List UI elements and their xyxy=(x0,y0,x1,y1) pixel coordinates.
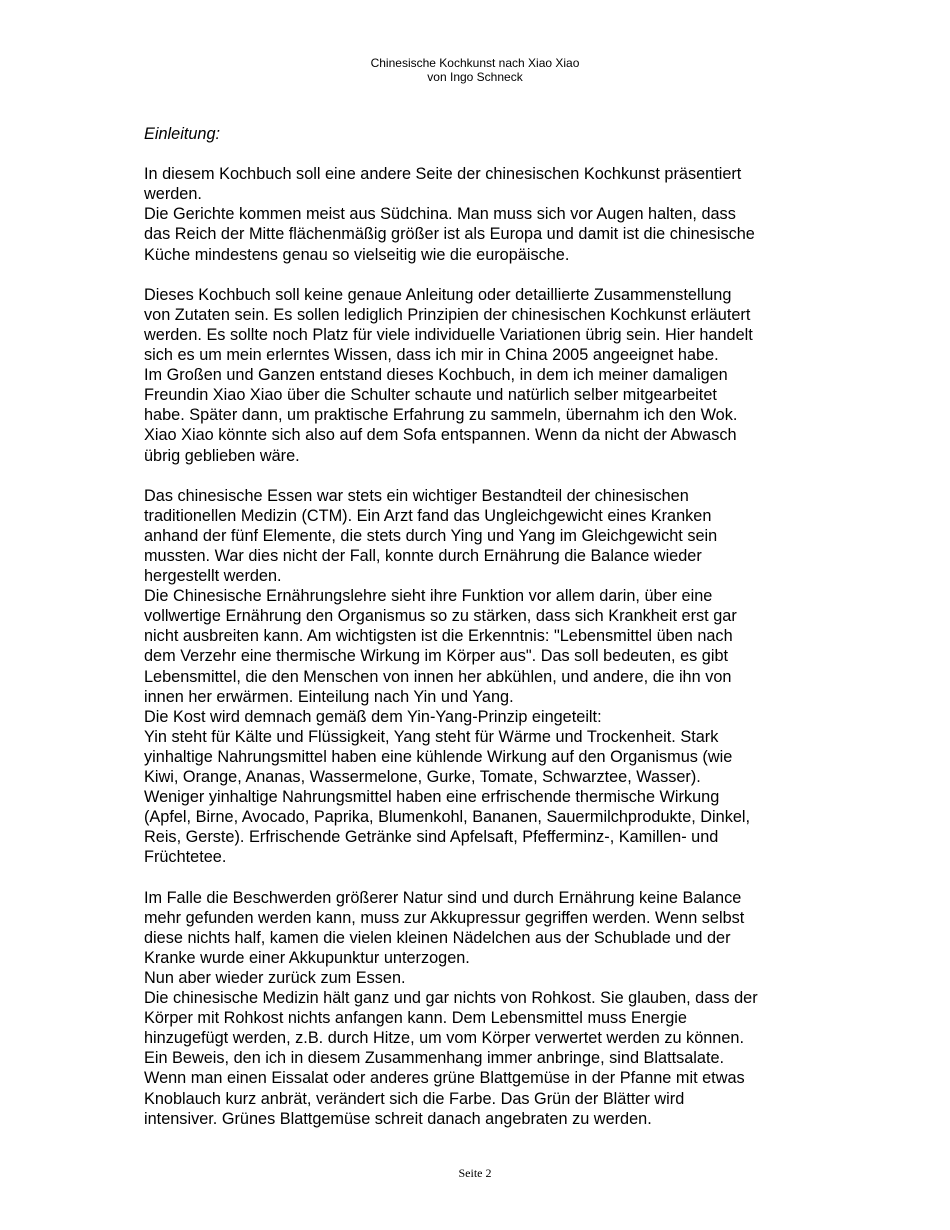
text-line: traditionellen Medizin (CTM). Ein Arzt fand das Ungleichgewicht eines Kranken xyxy=(144,506,712,525)
page-content xyxy=(144,124,824,1129)
text-line: Küche mindestens genau so vielseitig wie die europäische. xyxy=(144,245,570,264)
text-line: Das chinesische Essen war stets ein wichtiger Bestandteil der chinesischen xyxy=(144,486,689,505)
page-header xyxy=(0,56,950,84)
text-line: Lebensmittel, die den Menschen von innen her abkühlen, und andere, die ihn von xyxy=(144,667,732,686)
text-line: mussten. War dies nicht der Fall, konnte durch Ernährung die Balance wieder xyxy=(144,546,702,565)
text-line: Die Kost wird demnach gemäß dem Yin-Yang-Prinzip eingeteilt: xyxy=(144,707,602,726)
text-line: Früchtetee. xyxy=(144,848,227,867)
text-line: hergestellt werden. xyxy=(144,567,282,586)
text-line: Kiwi, Orange, Ananas, Wassermelone, Gurke, Tomate, Schwarztee, Wasser). xyxy=(144,768,701,786)
text-line: hinzugefügt werden, z.B. durch Hitze, um vom Körper verwertet werden zu können. xyxy=(144,1029,744,1048)
text-line: Weniger yinhaltige Nahrungsmittel haben eine erfrischende thermische Wirkung xyxy=(144,788,720,807)
blank-line xyxy=(144,265,824,285)
paragraphs xyxy=(144,164,824,1129)
text-line: werden. Es sollte noch Platz für viele individuelle Variationen übrig sein. Hier handelt xyxy=(144,325,753,344)
text-line: (Apfel, Birne, Avocado, Paprika, Blumenkohl, Bananen, Sauermilchprodukte, Dinkel, xyxy=(144,808,751,827)
text-line: yinhaltige Nahrungsmittel haben eine kühlende Wirkung auf den Organismus (wie xyxy=(144,747,733,766)
text-line: Xiao Xiao könnte sich also auf dem Sofa entspannen. Wenn da nicht der Abwasch xyxy=(144,426,737,445)
text-line: Im Falle die Beschwerden größerer Natur sind und durch Ernährung keine Balance xyxy=(144,888,742,907)
text-line: Die Gerichte kommen meist aus Südchina. Man muss sich vor Augen halten, dass xyxy=(144,205,736,224)
text-line: Ein Beweis, den ich in diesem Zusammenhang immer anbringe, sind Blattsalate. xyxy=(144,1049,725,1068)
page-footer xyxy=(0,1166,950,1180)
text-line: von Zutaten sein. Es sollen lediglich Prinzipien der chinesischen Kochkunst erläutert xyxy=(144,305,751,324)
page-number: Seite 2 xyxy=(458,1166,492,1180)
text-line: Nun aber wieder zurück zum Essen. xyxy=(144,968,406,987)
blank-line xyxy=(144,466,824,486)
blank-line xyxy=(144,867,824,887)
paragraph xyxy=(144,164,824,264)
text-line: Die chinesische Medizin hält ganz und gar nichts von Rohkost. Sie glauben, dass der xyxy=(144,989,758,1008)
text-line: vollwertige Ernährung den Organismus so zu stärken, dass sich Krankheit erst gar xyxy=(144,607,737,626)
text-line: Reis, Gerste). Erfrischende Getränke sind Apfelsaft, Pfefferminz-, Kamillen- und xyxy=(144,828,719,847)
text-line: In diesem Kochbuch soll eine andere Seite der chinesischen Kochkunst präsentiert xyxy=(144,165,742,184)
text-line: Yin steht für Kälte und Flüssigkeit, Yang steht für Wärme und Trockenheit. Stark xyxy=(144,727,719,746)
text-line: Freundin Xiao Xiao über die Schulter schaute und natürlich selber mitgearbeitet xyxy=(144,386,717,405)
paragraph xyxy=(144,285,824,466)
text-line: Wenn man einen Eissalat oder anderes grüne Blattgemüse in der Pfanne mit etwas xyxy=(144,1069,745,1088)
text-line: das Reich der Mitte flächenmäßig größer ist als Europa und damit ist die chinesische xyxy=(144,225,755,244)
paragraph xyxy=(144,888,824,1129)
paragraph xyxy=(144,486,824,868)
text-line: Im Großen und Ganzen entstand dieses Kochbuch, in dem ich meiner damaligen xyxy=(144,366,728,385)
text-line: werden. xyxy=(144,185,202,204)
text-line: Kranke wurde einer Akkupunktur unterzogen. xyxy=(144,948,470,967)
text-line: anhand der fünf Elemente, die stets durch Ying und Yang im Gleichgewicht sein xyxy=(144,526,718,545)
text-line: Körper mit Rohkost nichts anfangen kann. Dem Lebensmittel muss Energie xyxy=(144,1009,687,1028)
text-line: sich es um mein erlerntes Wissen, dass ich mir in China 2005 angeeignet habe. xyxy=(144,346,719,365)
blank-line xyxy=(144,144,824,164)
text-line: diese nichts half, kamen die vielen kleinen Nädelchen aus der Schublade und der xyxy=(144,928,731,947)
text-line: dem Verzehr eine thermische Wirkung im Körper aus". Das soll bedeuten, es gibt xyxy=(144,647,729,666)
book-title: Chinesische Kochkunst nach Xiao Xiao xyxy=(370,56,580,70)
book-author: von Ingo Schneck xyxy=(427,70,523,84)
text-line: intensiver. Grünes Blattgemüse schreit danach angebraten zu werden. xyxy=(144,1109,652,1128)
text-line: Knoblauch kurz anbrät, verändert sich die Farbe. Das Grün der Blätter wird xyxy=(144,1089,685,1108)
text-line: Die Chinesische Ernährungslehre sieht ihre Funktion vor allem darin, über eine xyxy=(144,587,713,606)
text-line: übrig geblieben wäre. xyxy=(144,446,300,465)
text-line: Dieses Kochbuch soll keine genaue Anleitung oder detaillierte Zusammenstellung xyxy=(144,285,732,304)
text-line: innen her erwärmen. Einteilung nach Yin und Yang. xyxy=(144,687,514,706)
section-title: Einleitung: xyxy=(144,125,221,143)
text-line: nicht ausbreiten kann. Am wichtigsten ist die Erkenntnis: "Lebensmittel üben nach xyxy=(144,627,733,646)
text-line: habe. Später dann, um praktische Erfahrung zu sammeln, übernahm ich den Wok. xyxy=(144,406,738,425)
text-line: mehr gefunden werden kann, muss zur Akkupressur gegriffen werden. Wenn selbst xyxy=(144,908,745,927)
